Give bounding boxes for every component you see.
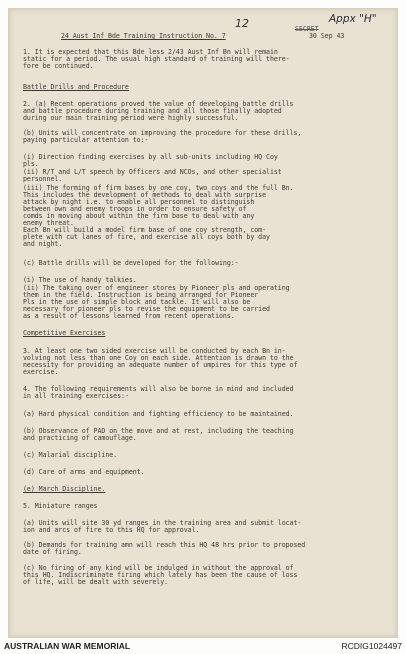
document-line: personnel.	[23, 175, 63, 183]
document-title: 24 Aust Inf Bde Training Instruction No. 7	[61, 32, 226, 40]
document-line: static for a period. The usual high standard of training will there-	[23, 55, 290, 63]
document-line: as a result of lessons learned from recent operations.	[23, 312, 235, 320]
document-line: Pls in the use of simple block and tackle. It will also be	[23, 298, 251, 306]
document-line: plete with cut lanes of fire, and exercise all coys both by day	[23, 233, 270, 241]
document-line: (ii) R/T and L/T speech by Officers and NCOs, and other specialist	[23, 168, 282, 176]
document-line: (e) March Discipline.	[23, 485, 106, 493]
document-line: (d) Care of arms and equipment.	[23, 468, 145, 476]
document-line: enemy threat.	[23, 219, 74, 227]
document-date: 30 Sep 43	[309, 32, 345, 40]
document-line: pls.	[23, 160, 39, 168]
document-line: 2. (a) Recent operations proved the value of developing battle drills	[23, 100, 294, 108]
document-line: Competitive Exercises	[23, 329, 106, 337]
document-line: necessary for pioneer pls to revise the equipment to be carried	[23, 305, 270, 313]
archive-name: AUSTRALIAN WAR MEMORIAL	[4, 641, 131, 651]
document-line: (c) Battle drills will be developed for the following:-	[23, 259, 239, 267]
document-line: (b) Units will concentrate on improving the procedure for these drills,	[23, 129, 302, 137]
document-line: 1. It is expected that this Bde less 2/43 Aust Inf Bn will remain	[23, 48, 278, 56]
document-line: This includes the development of methods to deal with surprise	[23, 191, 267, 199]
document-line: fore be continued.	[23, 62, 94, 70]
document-line: Each Bn will build a model firm base of one coy strength, com-	[23, 226, 267, 234]
document-line: ion and arcs of fire to this HQ for approval.	[23, 526, 200, 534]
document-line: this HQ. Indiscriminate firing which lately has been the cause of loss	[23, 571, 298, 579]
document-line: between own and enemy troops in order to ensure safety of	[23, 205, 247, 213]
document-line: during our main training period were highly successful.	[23, 114, 239, 122]
document-line: (b) Observance of PAD on the move and at rest, including the teaching	[23, 427, 294, 435]
document-line: comds in moving about within the firm base to deal with any	[23, 212, 255, 220]
archive-reference: RCDIG1024497	[341, 641, 402, 651]
document-line: paying particular attention to:-	[23, 136, 149, 144]
document-line: (c) Malarial discipline.	[23, 451, 118, 459]
document-line: 3. At least one two sided exercise will be conducted by each Bn in-	[23, 347, 286, 355]
document-line: and practicing of camouflage.	[23, 434, 137, 442]
document-line: in all training exercises:-	[23, 392, 129, 400]
document-line: attack by night i.e. to enable all personnel to distinguish	[23, 198, 255, 206]
document-page	[8, 8, 398, 638]
document-line: them in the field. Instruction is being arranged for Pioneer	[23, 291, 259, 299]
document-line: Battle Drills and Procedure	[23, 83, 129, 91]
document-line: (ii) The taking over of engineer stores by Pioneer pls and operating	[23, 284, 290, 292]
handwritten-appendix-label: Appx "H"	[329, 13, 377, 25]
document-line: (a) Units will site 30 yd ranges in the training area and submit locat-	[23, 519, 302, 527]
document-line: (i) The use of handy talkies.	[23, 276, 137, 284]
document-body	[9, 9, 397, 637]
document-line: (i) Direction finding exercises by all sub-units including HQ Coy	[23, 153, 278, 161]
archive-footer	[0, 638, 406, 654]
document-line: (b) Demands for training amn will reach this HQ 48 hrs prior to proposed	[23, 541, 306, 549]
reference-label: SECRET	[295, 25, 319, 33]
document-line: (a) Hard physical condition and fighting efficiency to be maintained.	[23, 410, 294, 418]
document-line: (iii) The forming of firm bases by one coy, two coys and the full Bn.	[23, 184, 294, 192]
document-line: (c) No firing of any kind will be indulged in without the approval of	[23, 564, 294, 572]
document-line: necessity for providing an adequate number of umpires for this type of	[23, 361, 298, 369]
document-line: of life, will be dealt with severely.	[23, 578, 169, 586]
document-line: and night.	[23, 240, 63, 248]
document-line: date of firing.	[23, 548, 82, 556]
document-line: exercise.	[23, 368, 59, 376]
document-line: 4. The following requirements will also be borne in mind and included	[23, 385, 294, 393]
document-line: and battle procedure during training and all those finally adopted	[23, 107, 282, 115]
document-line: volving not less than one Coy on each side. Attention is drawn to the	[23, 354, 294, 362]
document-line: 5. Miniature ranges	[23, 502, 98, 510]
handwritten-page-number: 12	[235, 17, 249, 30]
